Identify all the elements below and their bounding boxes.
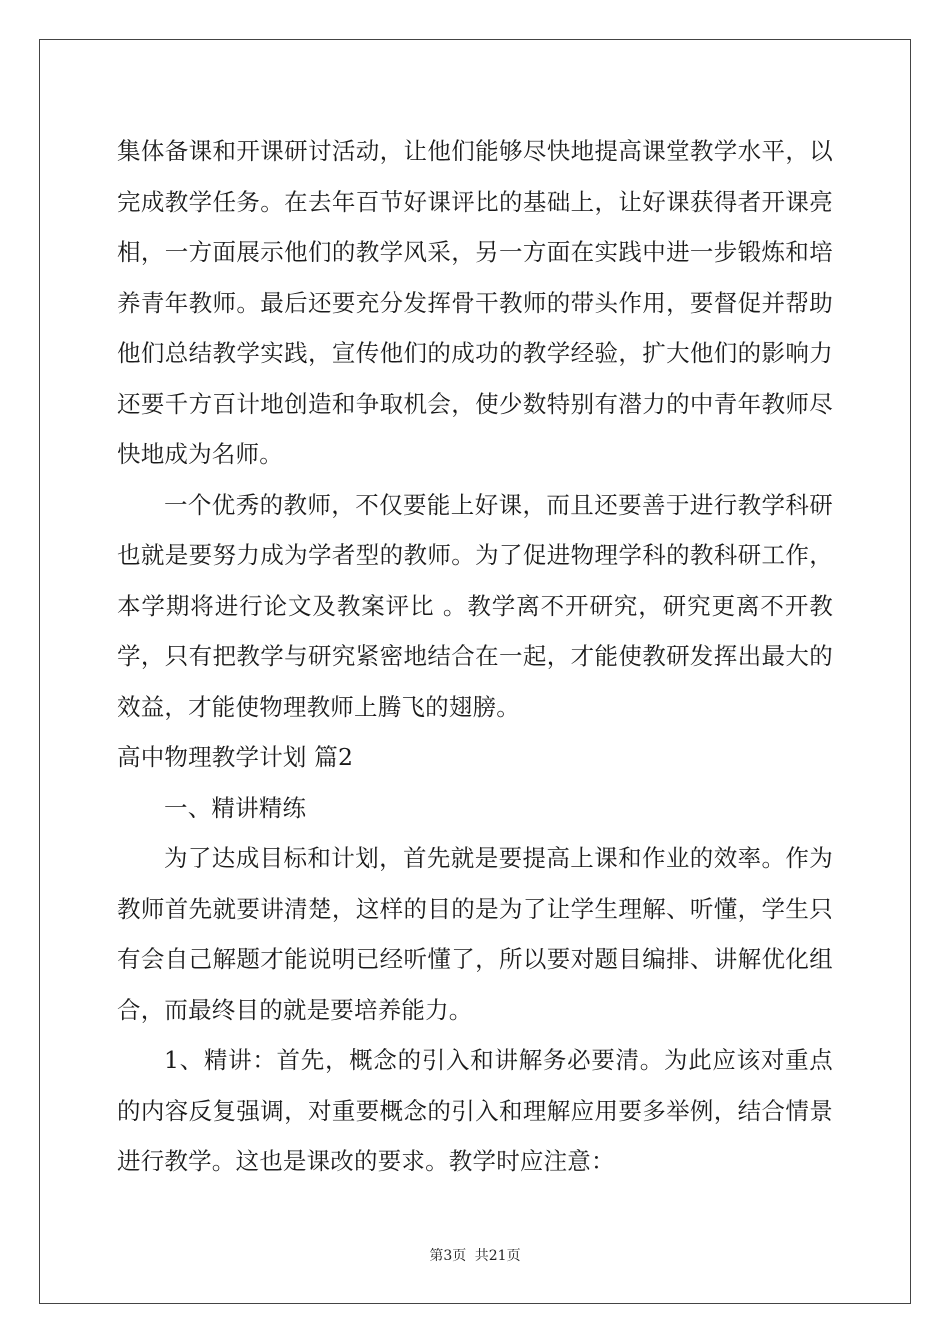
document-body (117, 126, 833, 1187)
subheading: 一、精讲精练 (164, 793, 307, 822)
paragraph-4: 1、精讲：首先，概念的引入和讲解务必要清。为此应该对重点的内容反复强调，对重要概念的引入和理解应用要多举例，结合情景进行教学。这也是课改的要求。教学时应注意： (117, 1046, 833, 1175)
paragraph-2: 一个优秀的教师，不仅要能上好课，而且还要善于进行教学科研也就是要努力成为学者型的教师。为了促进物理学科的教科研工作，本学期将进行论文及教案评比 。教学离不开研究，研究更离不开教学，只有把教学与研究紧密地结合在一起，才能使教研发挥出最大的效益，才能使物理教师上腾飞的翅膀。 (117, 490, 833, 721)
page-footer (0, 1247, 950, 1265)
section-title: 高中物理教学计划 篇2 (117, 743, 354, 771)
page-number: 第3页 (429, 1248, 467, 1264)
paragraph-3: 为了达成目标和计划，首先就是要提高上课和作业的效率。作为教师首先就要讲清楚，这样的目的是为了让学生理解、听懂，学生只有会自己解题才能说明已经听懂了，所以要对题目编排、讲解优化组合，而最终目的就是要培养能力。 (117, 844, 833, 1024)
page-total: 共21页 (474, 1248, 521, 1264)
paragraph-1: 集体备课和开课研讨活动，让他们能够尽快地提高课堂教学水平，以完成教学任务。在去年百节好课评比的基础上，让好课获得者开课亮相，一方面展示他们的教学风采，另一方面在实践中进一步锻炼和培养青年教师。最后还要充分发挥骨干教师的带头作用，要督促并帮助他们总结教学实践，宣传他们的成功的教学经验，扩大他们的影响力还要千方百计地创造和争取机会，使少数特别有潜力的中青年教师尽快地成为名师。 (117, 137, 833, 468)
